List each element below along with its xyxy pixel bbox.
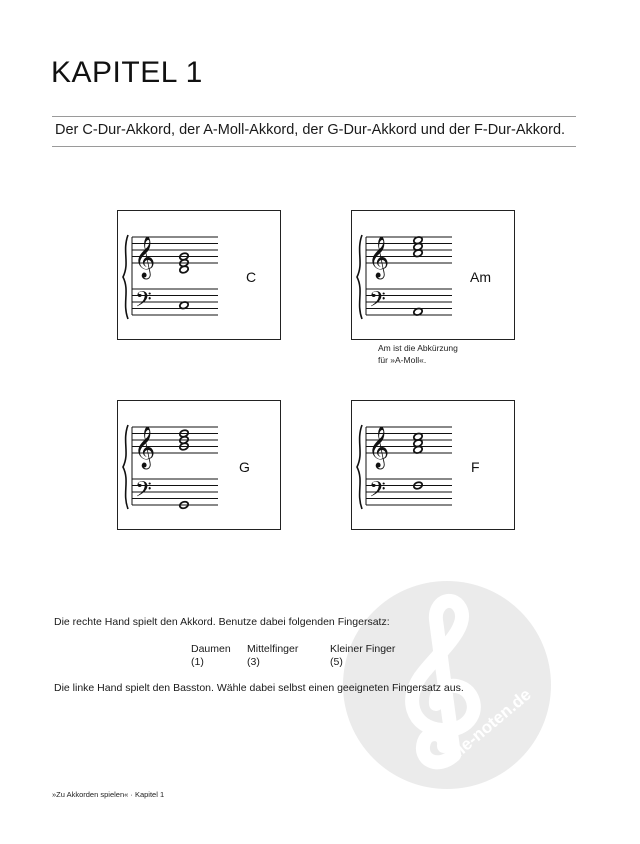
treble-clef-icon: 𝄞 [134, 427, 156, 468]
am-abbreviation-note [378, 342, 458, 366]
right-hand-instruction: Die rechte Hand spielt den Akkord. Benutze dabei folgenden Fingersatz: [54, 616, 390, 628]
brace [357, 235, 362, 319]
am-note-line-2: für »A-Moll«. [378, 355, 427, 365]
fingering-pinky [330, 643, 395, 669]
brace [357, 425, 362, 509]
chord-label: C [246, 269, 257, 285]
grand-staff [118, 401, 280, 529]
chord-label: G [239, 459, 250, 475]
fingering-thumb [191, 643, 231, 669]
am-note-line-1: Am ist die Abkürzung [378, 343, 458, 353]
watermark-text: alle-noten.de [442, 684, 535, 767]
finger-number: (1) [191, 656, 204, 668]
bass-clef-icon: 𝄢 [369, 287, 386, 318]
page-footer: »Zu Akkorden spielen« · Kapitel 1 [52, 790, 165, 799]
treble-clef-icon: 𝄞 [134, 237, 156, 278]
top-divider [52, 116, 576, 117]
finger-name: Daumen [191, 643, 231, 655]
bass-clef-icon: 𝄢 [135, 477, 152, 508]
brace [123, 425, 128, 509]
page-subtitle: Der C-Dur-Akkord, der A-Moll-Akkord, der G-Dur-Akkord und der F-Dur-Akkord. [55, 122, 566, 138]
chord-box-g [117, 400, 281, 530]
fingering-middle [247, 643, 298, 669]
bass-clef-icon: 𝄢 [369, 477, 386, 508]
finger-number: (3) [247, 656, 260, 668]
brace [123, 235, 128, 319]
page-title: KAPITEL 1 [51, 56, 203, 89]
chord-label: F [471, 459, 480, 475]
grand-staff [352, 401, 514, 529]
treble-clef-icon: 𝄞 [368, 427, 390, 468]
subtitle-divider [52, 146, 576, 147]
finger-name: Mittelfinger [247, 643, 299, 655]
finger-name: Kleiner Finger [330, 643, 396, 655]
chord-box-am [351, 210, 515, 340]
finger-number: (5) [330, 656, 343, 668]
left-hand-instruction: Die linke Hand spielt den Basston. Wähle dabei selbst einen geeigneten Fingersatz aus. [54, 682, 464, 694]
chord-label: Am [470, 269, 491, 285]
chord-box-c [117, 210, 281, 340]
treble-clef-icon: 𝄞 [368, 237, 390, 278]
chord-box-f [351, 400, 515, 530]
bass-clef-icon: 𝄢 [135, 287, 152, 318]
